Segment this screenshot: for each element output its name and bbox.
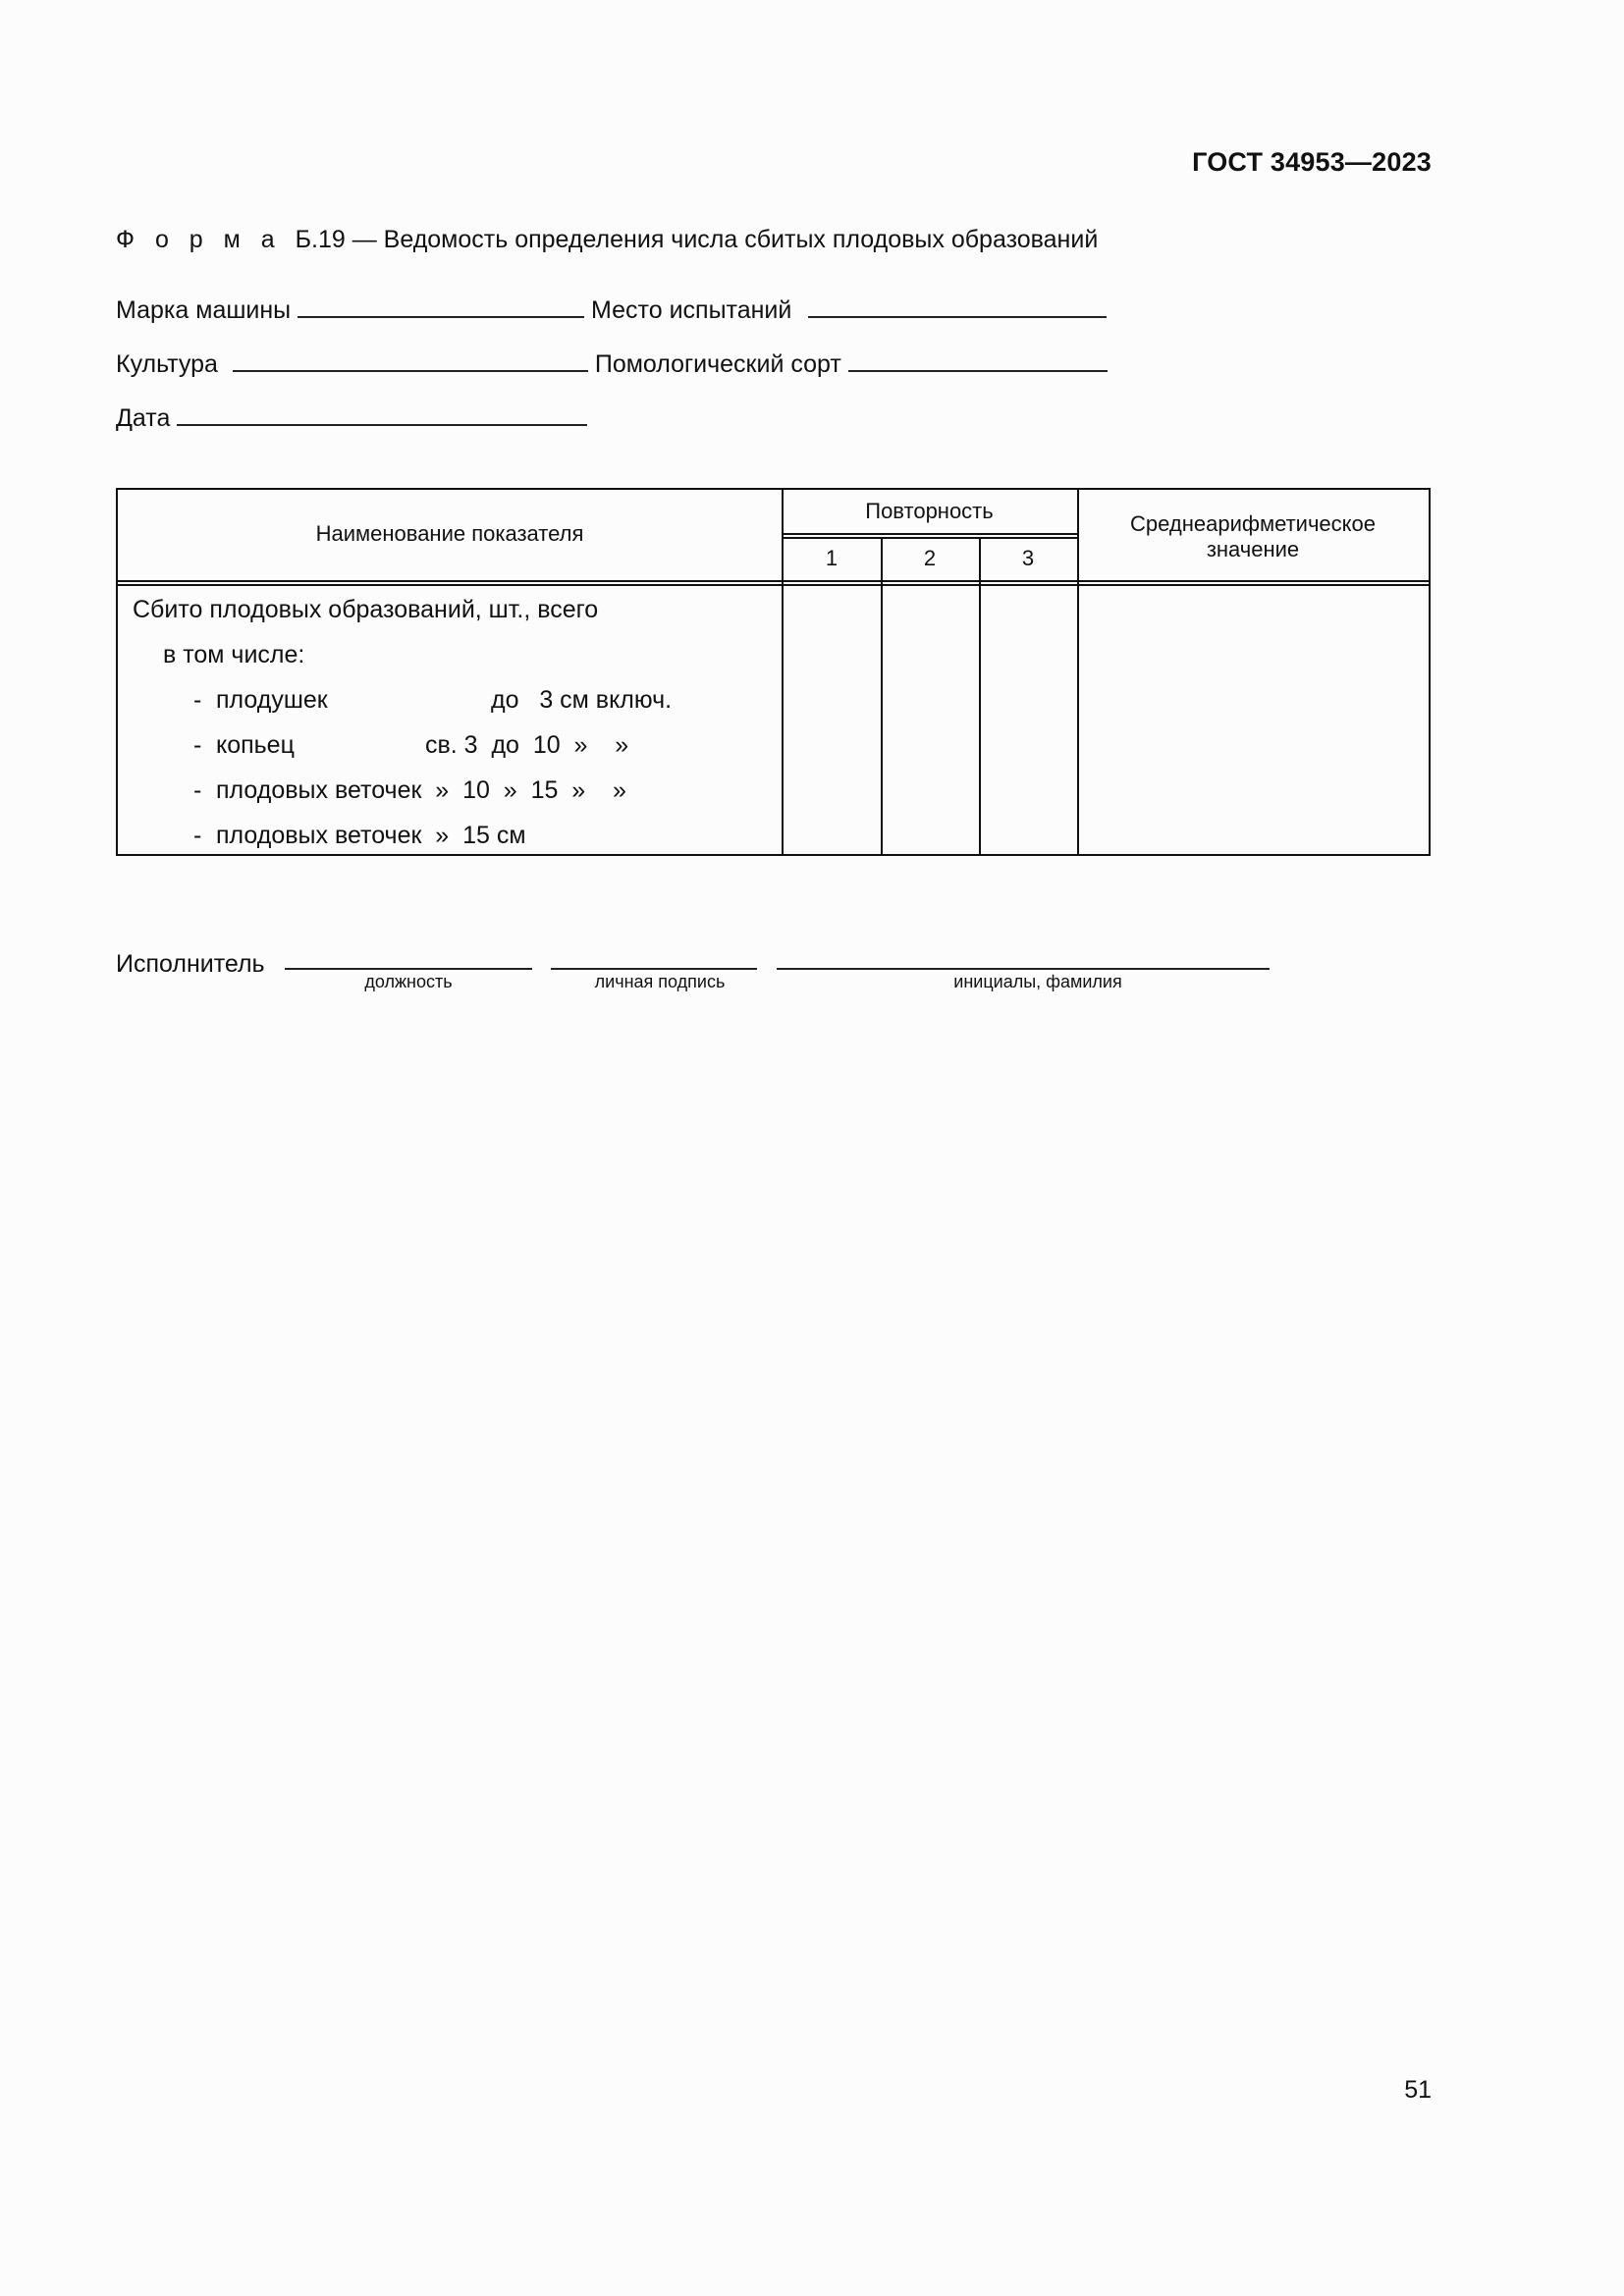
row-3-name: плодовых веточек » 10 » 15 » » bbox=[216, 776, 626, 804]
row-2-name: копьец bbox=[216, 731, 295, 759]
indicator-table bbox=[116, 488, 1431, 856]
header-mean-line1: Среднеарифметическое bbox=[1130, 511, 1376, 536]
name-line[interactable] bbox=[777, 968, 1270, 970]
header-mean-line2: значение bbox=[1206, 537, 1300, 561]
row-including: в том числе: bbox=[163, 641, 305, 668]
field-line-machine bbox=[116, 294, 1107, 325]
variety-label: Помологический сорт bbox=[594, 350, 841, 378]
header-bottom-line bbox=[118, 580, 1429, 582]
row-4-name: плодовых веточек » 15 см bbox=[216, 822, 526, 849]
form-title bbox=[116, 226, 1098, 254]
header-bottom-line bbox=[118, 584, 1429, 586]
form-prefix: Ф о р м а bbox=[116, 226, 282, 253]
row-1-dash: - bbox=[193, 686, 202, 714]
date-blank[interactable] bbox=[177, 402, 587, 426]
header-mean bbox=[1077, 511, 1429, 562]
page-number: 51 bbox=[1404, 2076, 1432, 2104]
document-code: ГОСТ 34953—2023 bbox=[1192, 147, 1432, 177]
place-label: Место испытаний bbox=[591, 296, 792, 324]
position-line[interactable] bbox=[285, 968, 532, 970]
position-caption: должность bbox=[364, 972, 453, 991]
name-caption: инициалы, фамилия bbox=[953, 972, 1122, 991]
crop-label: Культура bbox=[116, 350, 218, 378]
executor-label: Исполнитель bbox=[116, 950, 265, 978]
repeat-header-line bbox=[782, 537, 1077, 539]
signature-caption: личная подпись bbox=[594, 972, 726, 991]
place-blank[interactable] bbox=[808, 294, 1107, 318]
date-label: Дата bbox=[116, 404, 171, 432]
machine-blank[interactable] bbox=[298, 294, 584, 318]
crop-blank[interactable] bbox=[233, 348, 588, 372]
header-indicator-name: Наименование показателя bbox=[315, 521, 584, 546]
row-1-name: плодушек bbox=[216, 686, 328, 714]
signature-line[interactable] bbox=[551, 968, 757, 970]
row-2-range: св. 3 до 10 » » bbox=[425, 731, 629, 759]
header-repeat-2: 2 bbox=[923, 546, 937, 570]
repeat-header-line bbox=[782, 533, 1077, 535]
machine-label: Марка машины bbox=[116, 296, 292, 324]
form-title-text: Б.19 — Ведомость определения числа сбитых плодовых образований bbox=[295, 226, 1099, 253]
row-4-dash: - bbox=[193, 822, 202, 849]
col-divider bbox=[782, 490, 784, 854]
header-repeat: Повторность bbox=[865, 499, 994, 523]
header-repeat-3: 3 bbox=[1021, 546, 1035, 570]
row-3-dash: - bbox=[193, 776, 202, 804]
header-repeat-1: 1 bbox=[825, 546, 839, 570]
row-2-dash: - bbox=[193, 731, 202, 759]
field-line-date bbox=[116, 402, 587, 433]
field-line-crop bbox=[116, 348, 1108, 379]
row-1-range: до 3 см включ. bbox=[491, 686, 673, 714]
row-total: Сбито плодовых образований, шт., всего bbox=[133, 596, 599, 623]
variety-blank[interactable] bbox=[848, 348, 1108, 372]
